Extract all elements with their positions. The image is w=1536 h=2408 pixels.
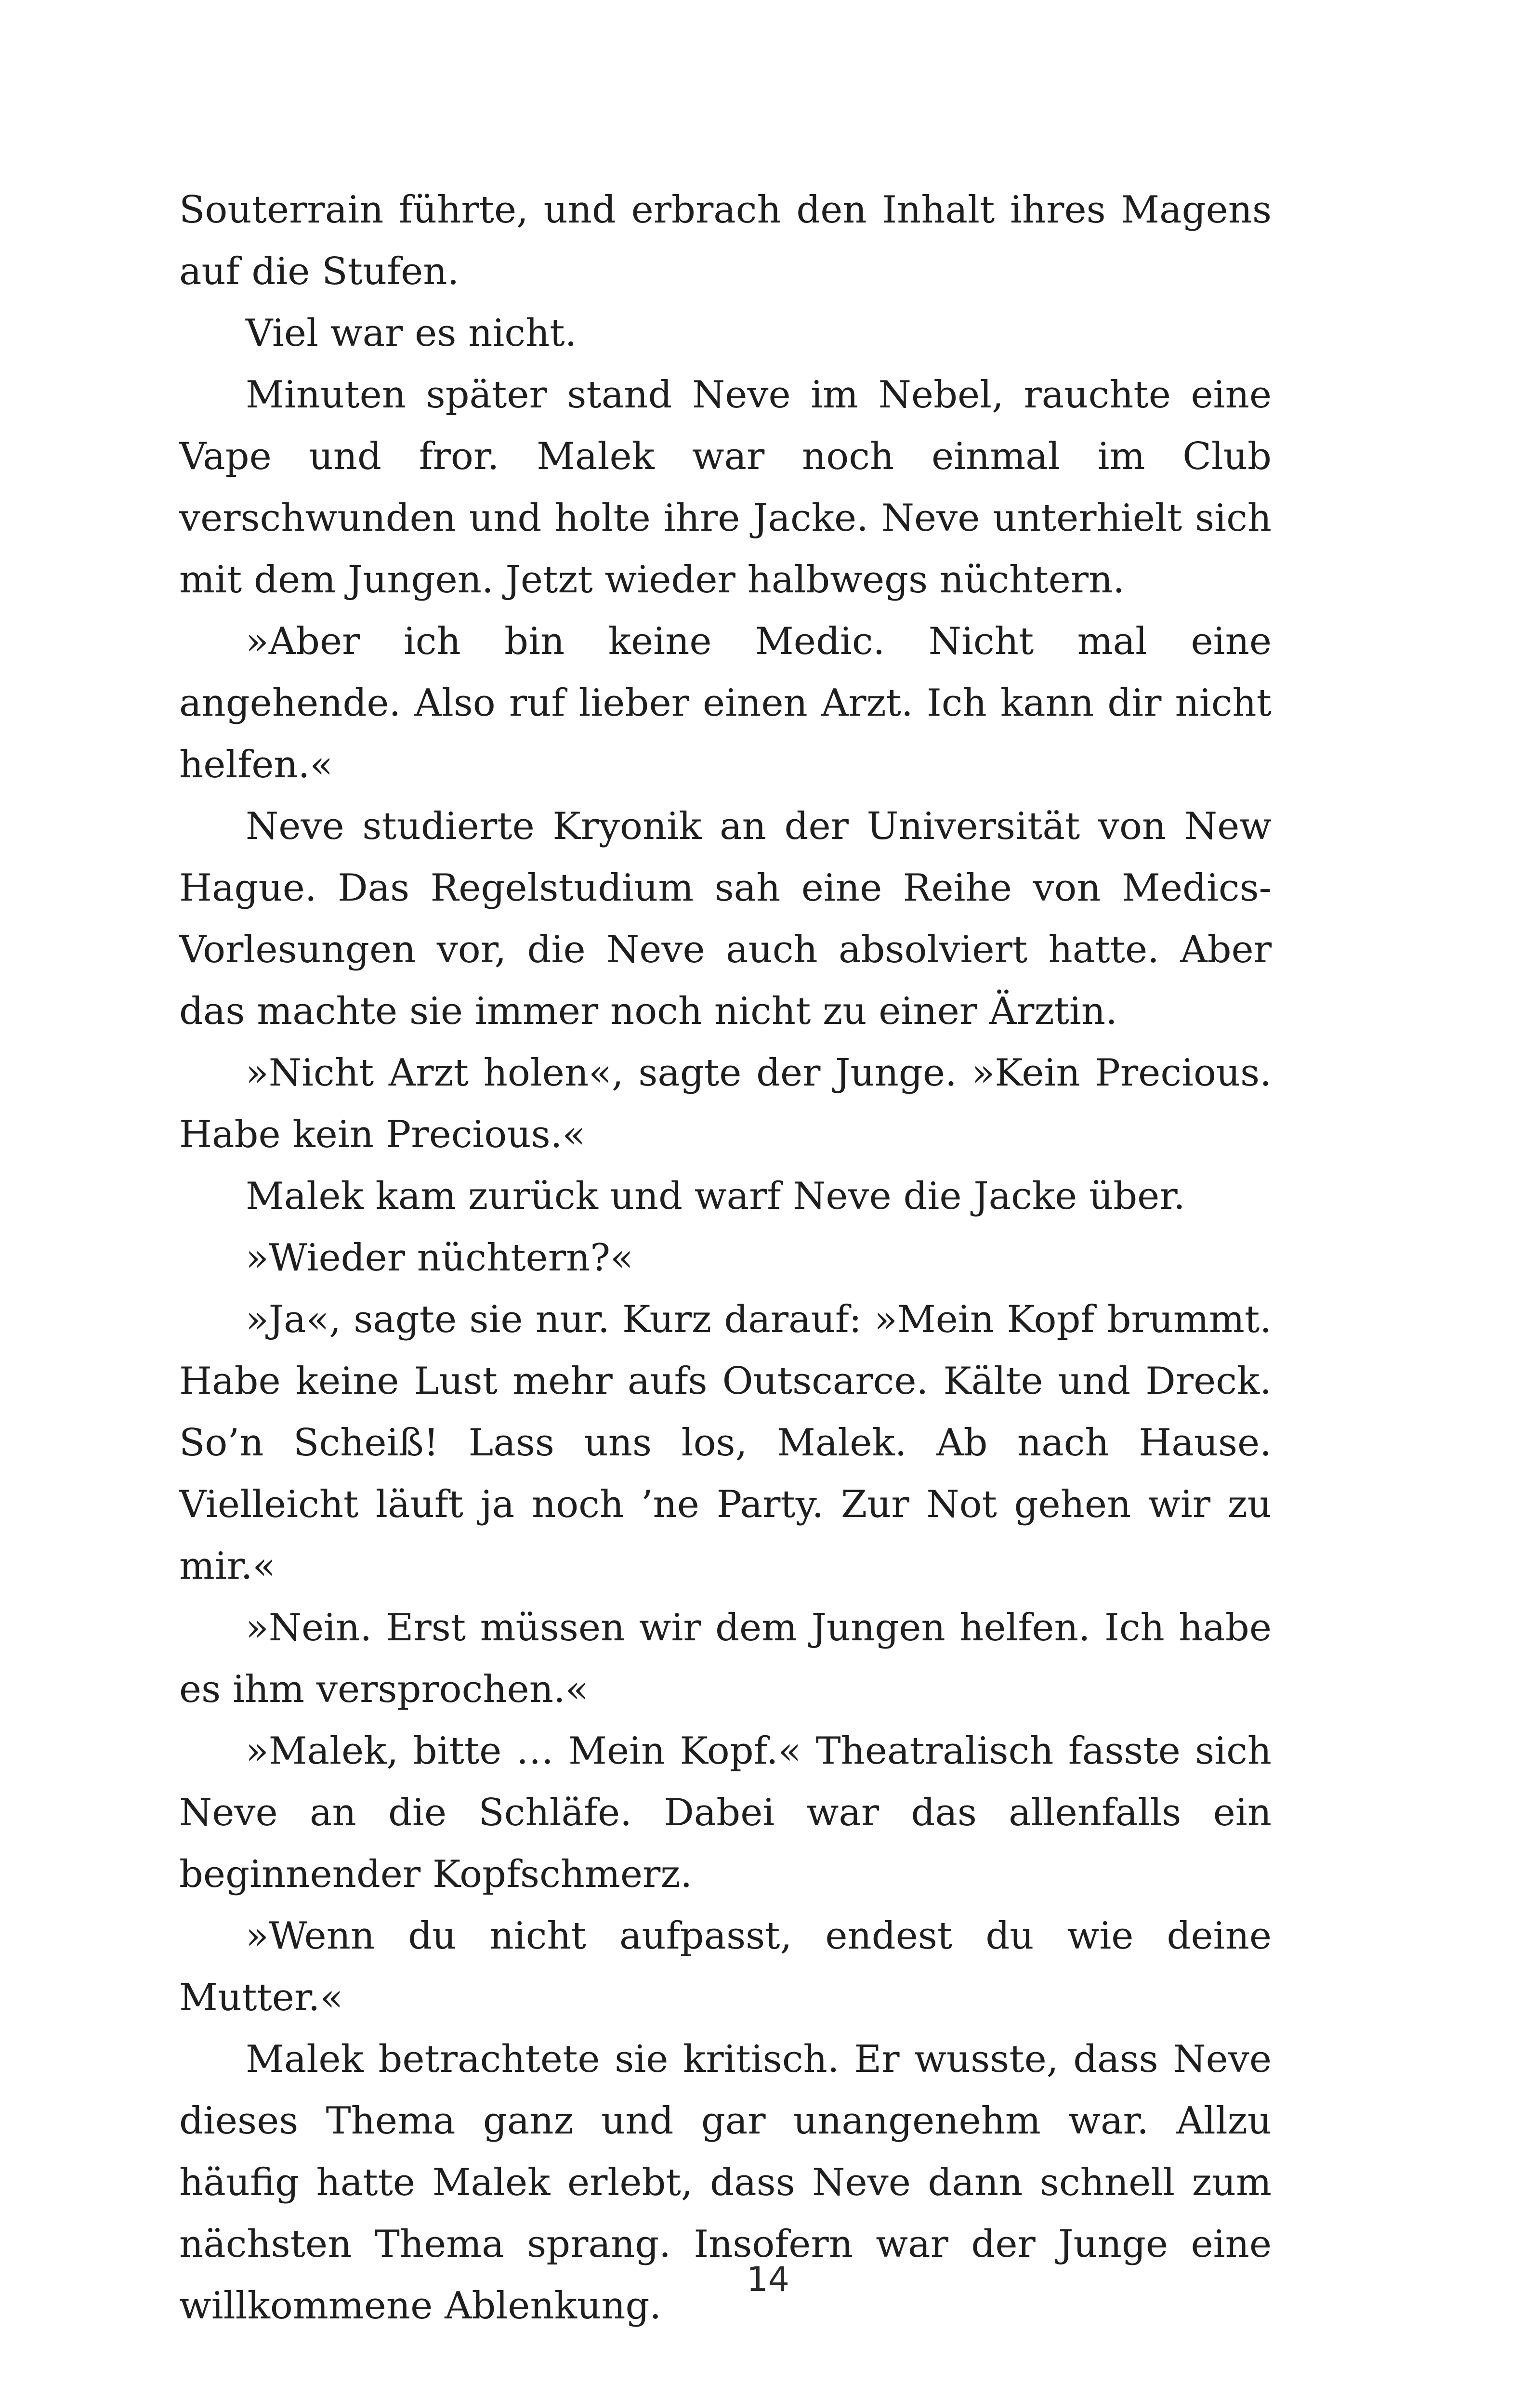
paragraph: Malek betrachtete sie kritisch. Er wusste, dass Neve dieses Thema ganz und gar unangenehm war. Allzu häufig hatte Malek erlebt, dass Neve dann schnell zum nächsten Thema sprang. Insofern war der Junge eine willkommene Ablenkung. [179,2038,1272,2328]
page-number: 14 [746,2260,790,2299]
paragraph: »Nein. Erst müssen wir dem Jungen helfen. Ich habe es ihm versprochen.« [179,1606,1272,1711]
paragraph: Malek kam zurück und warf Neve die Jacke über. [246,1175,1185,1218]
paragraph: Neve studierte Kryonik an der Universität von New Hague. Das Regelstudium sah eine Reihe von Medics-Vorlesungen vor, die Neve auch absolviert hatte. Aber das machte sie immer noch nicht zu einer Ärztin. [179,805,1272,1033]
paragraph: Minuten später stand Neve im Nebel, rauchte eine Vape und fror. Malek war noch einmal im Club verschwunden und holte ihre Jacke. Neve unterhielt sich mit dem Jungen. Jetzt wieder halbwegs nüchtern. [179,373,1272,602]
body-text [179,179,1272,2337]
paragraph: »Wenn du nicht aufpasst, endest du wie deine Mutter.« [179,1914,1272,2019]
paragraph-continuation: Souterrain führte, und erbrach den Inhalt ihres Magens auf die Stufen. [179,188,1272,293]
paragraph: »Ja«, sagte sie nur. Kurz darauf: »Mein Kopf brummt. Habe keine Lust mehr aufs Outscarce. Kälte und Dreck. So’n Scheiß! Lass uns los, Malek. Ab nach Hause. Vielleicht läuft ja noch ’ne Party. Zur Not gehen wir zu mir.« [179,1298,1272,1588]
paragraph: »Malek, bitte … Mein Kopf.« Theatralisch fasste sich Neve an die Schläfe. Dabei war das allenfalls ein beginnender Kopfschmerz. [179,1729,1272,1896]
paragraph: »Aber ich bin keine Medic. Nicht mal eine angehende. Also ruf lieber einen Arzt. Ich kann dir nicht helfen.« [179,620,1272,786]
paragraph: »Wieder nüchtern?« [246,1236,633,1280]
paragraph: »Nicht Arzt holen«, sagte der Junge. »Kein Precious. Habe kein Precious.« [179,1051,1272,1156]
paragraph: Viel war es nicht. [246,312,577,355]
